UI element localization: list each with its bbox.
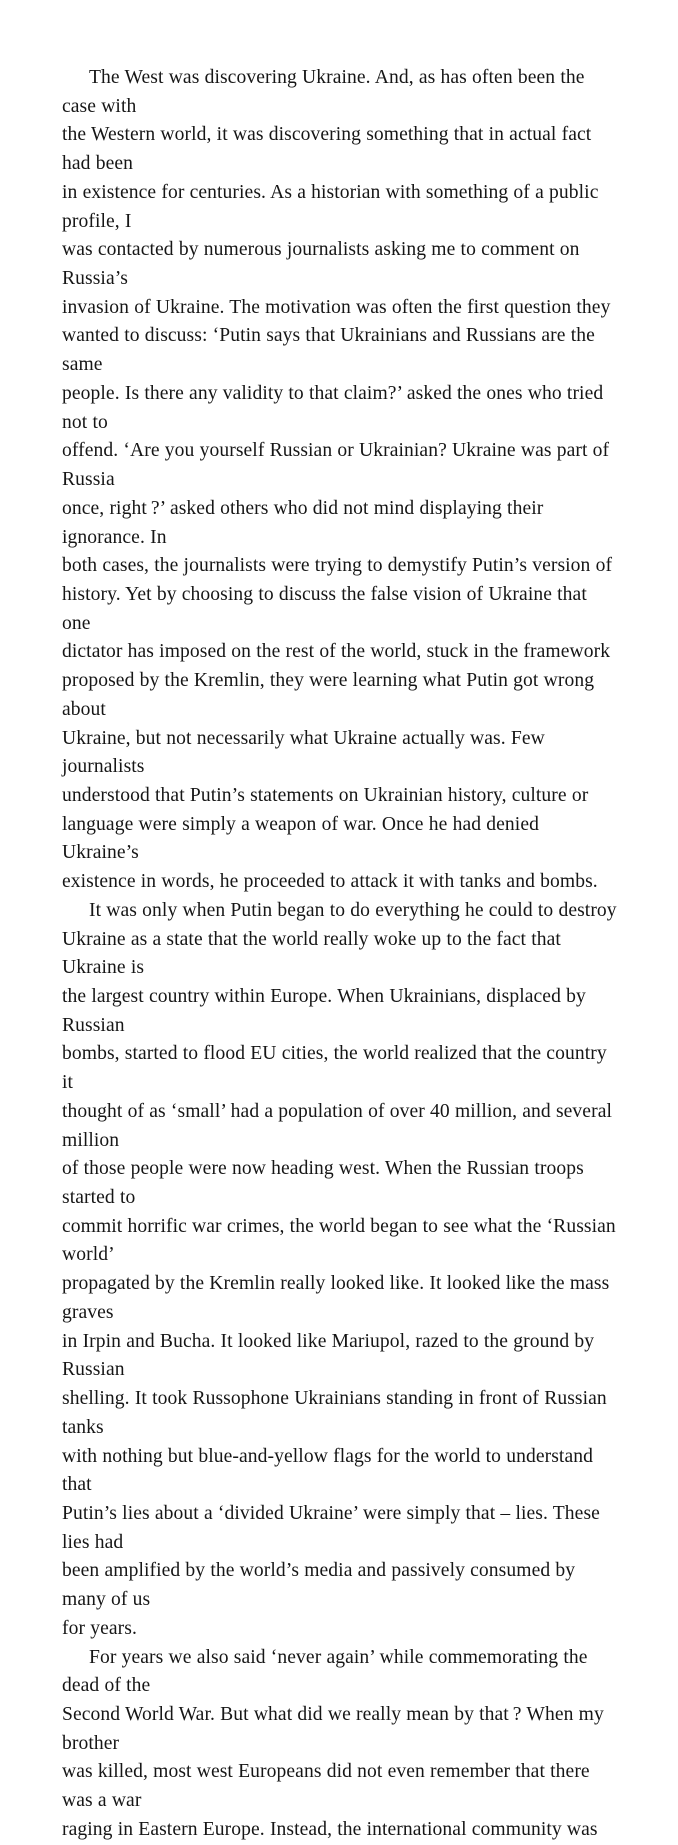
- text-line: proposed by the Kremlin, they were learning what Putin got wrong about: [62, 670, 600, 720]
- text-line: both cases, the journalists were trying to demystify Putin’s version of: [62, 555, 613, 577]
- text-line: for years.: [62, 1617, 137, 1639]
- text-line: It was only when Putin began to do everything he could to destroy: [89, 899, 617, 921]
- text-line: The West was discovering Ukraine. And, as has often been the case with: [62, 67, 590, 117]
- text-line: with nothing but blue-and-yellow flags for the world to understand that: [62, 1445, 599, 1496]
- text-line: been amplified by the world’s media and passively consumed by many of us: [62, 1560, 581, 1611]
- text-line: wanted to discuss: ‘Putin says that Ukrainians and Russians are the same: [62, 325, 601, 376]
- text-line: understood that Putin’s statements on Ukrainian history, culture or: [62, 784, 589, 806]
- text-line: language were simply a weapon of war. Once he had denied Ukraine’s: [62, 813, 545, 864]
- text-line: Ukraine as a state that the world really woke up to the fact that Ukraine is: [62, 928, 567, 979]
- text-line: the largest country within Europe. When Ukrainians, displaced by Russian: [62, 986, 592, 1036]
- text-line: was contacted by numerous journalists asking me to comment on Russia’s: [62, 239, 585, 290]
- text-line: Ukraine, but not necessarily what Ukraine actually was. Few journalists: [62, 727, 551, 778]
- text-line: offend. ‘Are you yourself Russian or Ukrainian? Ukraine was part of Russia: [62, 440, 615, 491]
- text-line: once, right ?’ asked others who did not mind displaying their ignorance. In: [62, 497, 549, 548]
- text-line: dictator has imposed on the rest of the world, stuck in the framework: [62, 641, 611, 663]
- text-line: in existence for centuries. As a historian with something of a public profile, I: [62, 181, 604, 232]
- text-line: existence in words, he proceeded to attack it with tanks and bombs.: [62, 871, 598, 893]
- text-line: history. Yet by choosing to discuss the false vision of Ukraine that one: [62, 583, 593, 634]
- text-line: the Western world, it was discovering something that in actual fact had been: [62, 124, 597, 175]
- text-line: in Irpin and Bucha. It looked like Mariupol, razed to the ground by Russian: [62, 1330, 600, 1381]
- text-line: invasion of Ukraine. The motivation was often the first question they: [62, 296, 611, 318]
- body-text-block: [62, 64, 620, 1845]
- text-line: of those people were now heading west. When the Russian troops started to: [62, 1158, 589, 1209]
- text-line: bombs, started to flood EU cities, the world realized that the country it: [62, 1043, 612, 1094]
- paragraph: [62, 64, 620, 897]
- paragraph: [62, 1644, 620, 1845]
- paragraph: [62, 897, 620, 1644]
- text-line: shelling. It took Russophone Ukrainians standing in front of Russian tanks: [62, 1388, 612, 1438]
- text-line: commit horrific war crimes, the world began to see what the ‘Russian world’: [62, 1215, 621, 1266]
- text-line: was killed, most west Europeans did not even remember that there was a war: [62, 1761, 595, 1812]
- text-line: propagated by the Kremlin really looked like. It looked like the mass graves: [62, 1273, 615, 1323]
- text-line: people. Is there any validity to that claim?’ asked the ones who tried not to: [62, 382, 609, 433]
- text-line: For years we also said ‘never again’ while commemorating the dead of the: [62, 1646, 593, 1697]
- text-line: raging in Eastern Europe. Instead, the international community was: [62, 1818, 598, 1840]
- text-line: Putin’s lies about a ‘divided Ukraine’ were simply that – lies. These lies had: [62, 1502, 606, 1553]
- text-line: Second World War. But what did we really mean by that ? When my brother: [62, 1703, 610, 1754]
- text-line: thought of as ‘small’ had a population of over 40 million, and several million: [62, 1100, 618, 1151]
